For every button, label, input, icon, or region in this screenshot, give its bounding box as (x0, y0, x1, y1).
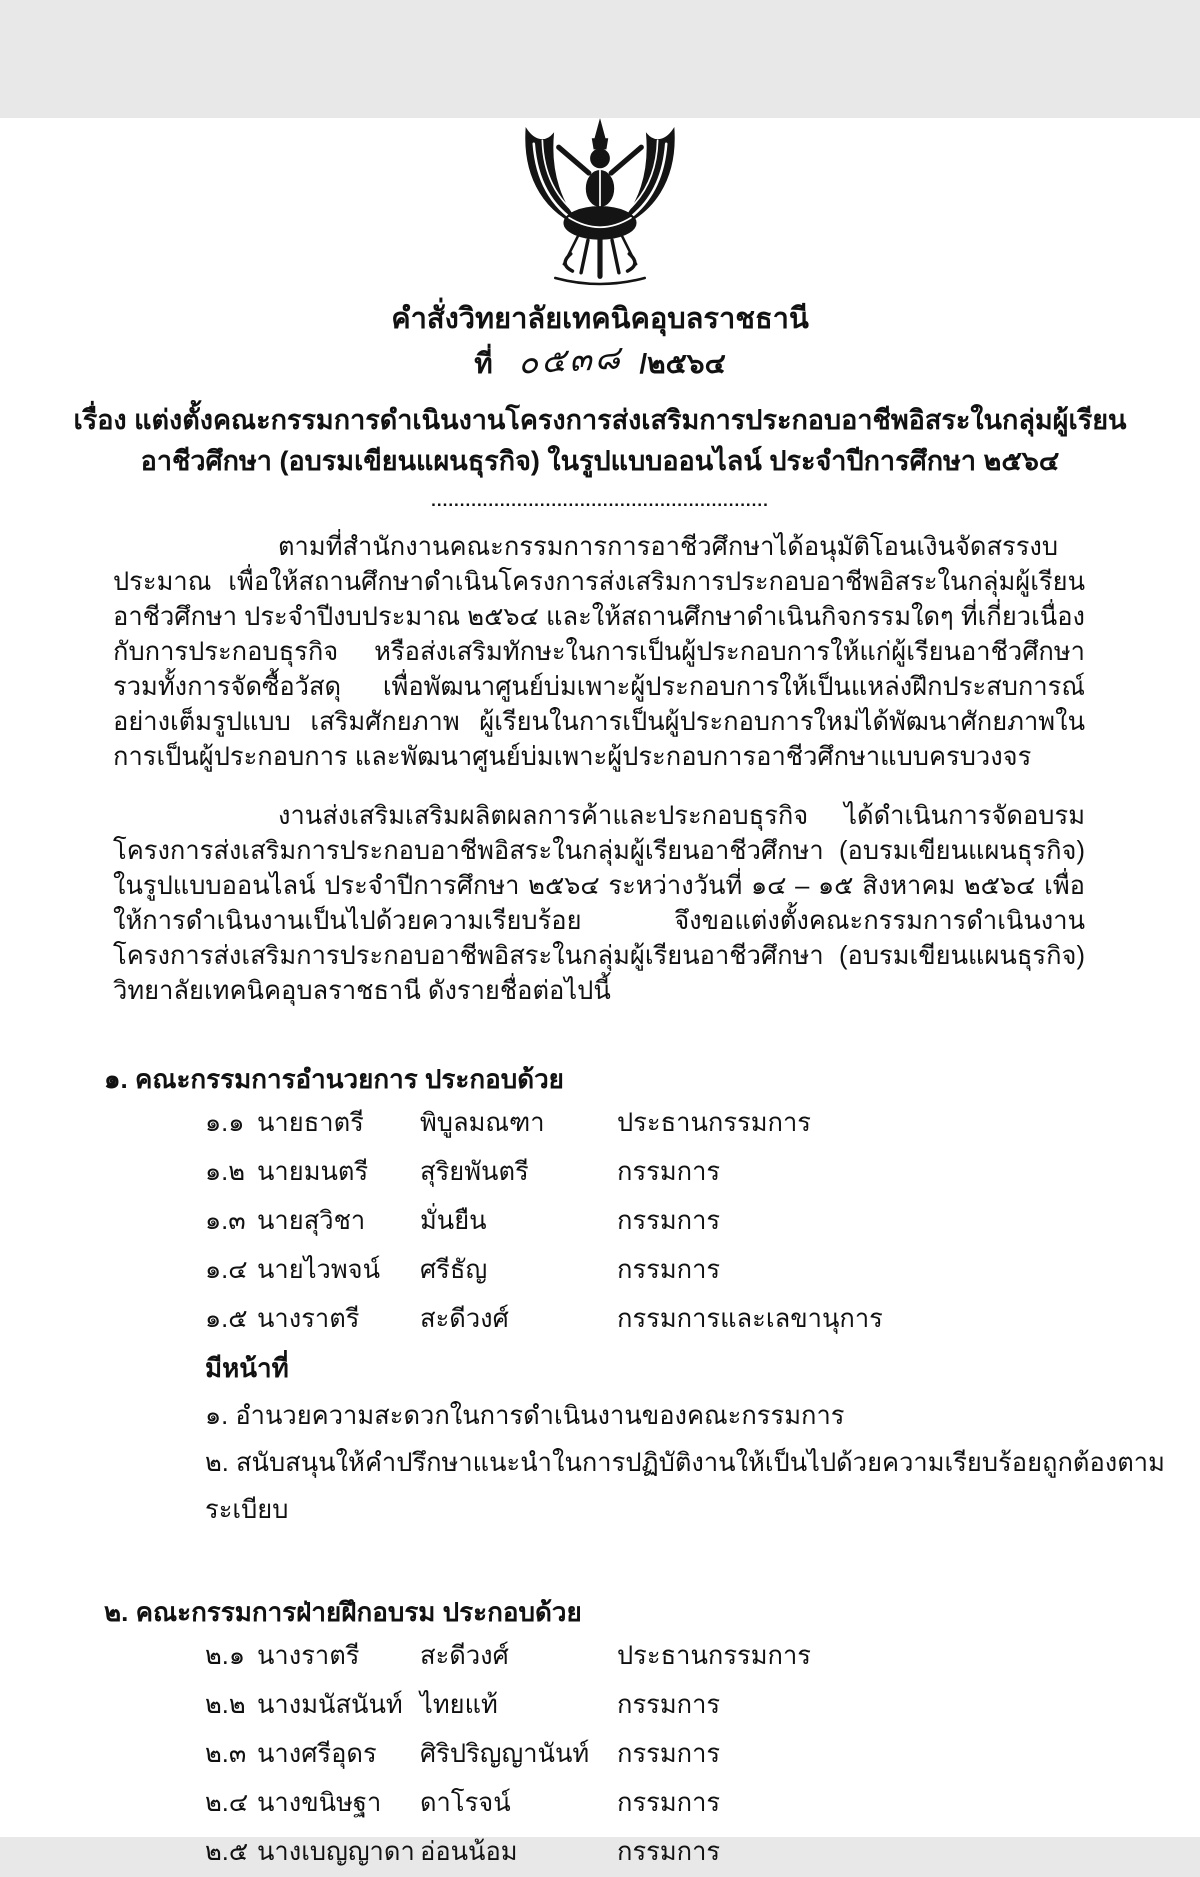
member-no: ๑.๕ (205, 1305, 248, 1333)
member-no: ๑.๒ (205, 1158, 246, 1186)
member-role: กรรมการ (617, 1740, 721, 1768)
garuda-emblem-graphic (505, 118, 695, 290)
member-surname: ดาโรจน์ (420, 1789, 511, 1817)
member-name: นายสุวิชา (257, 1207, 366, 1235)
member-surname: มั่นยืน (420, 1207, 487, 1235)
member-row (0, 1148, 1200, 1197)
member-row (0, 1779, 1200, 1828)
member-surname: สุริยพันตรี (420, 1158, 529, 1186)
member-surname: ไทยแท้ (420, 1691, 498, 1719)
duty-item: ๒. สนับสนุนให้คำปรึกษาแนะนำในการปฏิบัติงานให้เป็นไปด้วยความเรียบร้อยถูกต้องตามระเบียบ (205, 1449, 1165, 1524)
document-page (0, 118, 1200, 1866)
member-no: ๒.๔ (205, 1789, 249, 1817)
subject-line-2: อาชีวศึกษา (อบรมเขียนแผนธุรกิจ) ในรูปแบบออนไลน์ ประจำปีการศึกษา ๒๕๖๔ (140, 446, 1060, 476)
member-role: กรรมการ (617, 1691, 721, 1719)
member-role: กรรมการ (617, 1256, 721, 1284)
subject-line-1: เรื่อง แต่งตั้งคณะกรรมการดำเนินงานโครงการส่งเสริมการประกอบอาชีพอิสระในกลุ่มผู้เรียน (73, 405, 1127, 435)
member-row (0, 1730, 1200, 1779)
member-surname: ศรีธัญ (420, 1256, 488, 1284)
section-1-heading: ๑. คณะกรรมการอำนวยการ ประกอบด้วย (104, 1064, 564, 1094)
duties-heading: มีหน้าที่ (205, 1353, 289, 1383)
member-row (0, 1246, 1200, 1295)
member-surname: อ่อนน้อม (420, 1838, 518, 1866)
member-name: นางศรีอุดร (257, 1740, 377, 1768)
member-row (0, 1632, 1200, 1681)
member-no: ๒.๕ (205, 1838, 249, 1866)
member-row (0, 1681, 1200, 1730)
order-number-line (0, 337, 1200, 386)
member-name: นายมนตรี (257, 1158, 369, 1186)
duty-item: ๑. อำนวยความสะดวกในการดำเนินงานของคณะกรรมการ (205, 1402, 845, 1430)
member-no: ๒.๓ (205, 1740, 247, 1768)
member-name: นางราตรี (257, 1305, 360, 1333)
member-role: กรรมการและเลขานุการ (617, 1305, 883, 1333)
member-no: ๑.๑ (205, 1109, 245, 1137)
order-number-prefix: ที่ (474, 348, 493, 379)
member-name: นางมนัสนันท์ (257, 1691, 403, 1719)
member-row (0, 1828, 1200, 1877)
member-name: นายธาตรี (257, 1109, 364, 1137)
paragraph-1: ตามที่สำนักงานคณะกรรมการการอาชีวศึกษาได้อนุมัติโอนเงินจัดสรรงบประมาณ เพื่อให้สถานศึกษาดำเนินโครงการส่งเสริมการประกอบอาชีพอิสระในกลุ่มผู้เรียนอาชีวศึกษา ประจำปีงบประมาณ ๒๕๖๔ และให้สถานศึกษาดำเนินกิจกรรมใดๆ ที่เกี่ยวเนื่องกับการประกอบธุรกิจ หรือส่งเสริมทักษะในการเป็นผู้ประกอบการให้แก่ผู้เรียนอาชีวศึกษารวมทั้งการจัดซื้อวัสดุ เพื่อพัฒนาศูนย์บ่มเพาะผู้ประกอบการให้เป็นแหล่งฝึกประสบการณ์อย่างเต็มรูปแบบ เสริมศักยภาพ ผู้เรียนในการเป็นผู้ประกอบการใหม่ได้พัฒนาศักยภาพในการเป็นผู้ประกอบการ และพัฒนาศูนย์บ่มเพาะผู้ประกอบการอาชีวศึกษาแบบครบวงจร (113, 533, 1085, 771)
member-role: กรรมการ (617, 1158, 721, 1186)
member-role: ประธานกรรมการ (617, 1642, 811, 1670)
member-row (0, 1197, 1200, 1246)
member-no: ๒.๒ (205, 1691, 246, 1719)
garuda-emblem (505, 118, 695, 290)
member-name: นางเบญญาดา (257, 1838, 415, 1866)
member-role: ประธานกรรมการ (617, 1109, 811, 1137)
member-role: กรรมการ (617, 1838, 721, 1866)
member-role: กรรมการ (617, 1789, 721, 1817)
member-name: นางขนิษฐา (257, 1789, 382, 1817)
member-no: ๑.๔ (205, 1256, 248, 1284)
paragraph-2: งานส่งเสริมเสริมผลิตผลการค้าและประกอบธุรกิจ ได้ดำเนินการจัดอบรมโครงการส่งเสริมการประกอบอาชีพอิสระในกลุ่มผู้เรียนอาชีวศึกษา (อบรมเขียนแผนธุรกิจ) ในรูปแบบออนไลน์ ประจำปีการศึกษา ๒๕๖๔ ระหว่างวันที่ ๑๔ – ๑๕ สิงหาคม ๒๕๖๔ เพื่อให้การดำเนินงานเป็นไปด้วยความเรียบร้อย จึงขอแต่งตั้งคณะกรรมการดำเนินงานโครงการส่งเสริมการประกอบอาชีพอิสระในกลุ่มผู้เรียนอาชีวศึกษา (อบรมเขียนแผนธุรกิจ) วิทยาลัยเทคนิคอุบลราชธานี ดังรายชื่อต่อไปนี้ (113, 802, 1085, 1005)
member-row (0, 1099, 1200, 1148)
member-surname: พิบูลมณฑา (420, 1109, 545, 1137)
member-no: ๒.๑ (205, 1642, 246, 1670)
member-surname: ศิริปริญญานันท์ (420, 1740, 590, 1768)
member-no: ๑.๓ (205, 1207, 246, 1235)
section-2-heading: ๒. คณะกรรมการฝ่ายฝึกอบรม ประกอบด้วย (104, 1597, 582, 1627)
document-title: คำสั่งวิทยาลัยเทคนิคอุบลราชธานี (391, 303, 809, 335)
member-role: กรรมการ (617, 1207, 721, 1235)
dotted-separator: ........................................................... (431, 491, 769, 510)
member-surname: สะดีวงศ์ (420, 1642, 509, 1670)
member-name: นายไวพจน์ (257, 1256, 381, 1284)
order-number-handwritten: ๐๕๓๘ (517, 337, 625, 382)
member-row (0, 1295, 1200, 1344)
member-name: นางราตรี (257, 1642, 360, 1670)
order-number-year: /๒๕๖๔ (639, 348, 726, 379)
member-surname: สะดีวงศ์ (420, 1305, 509, 1333)
